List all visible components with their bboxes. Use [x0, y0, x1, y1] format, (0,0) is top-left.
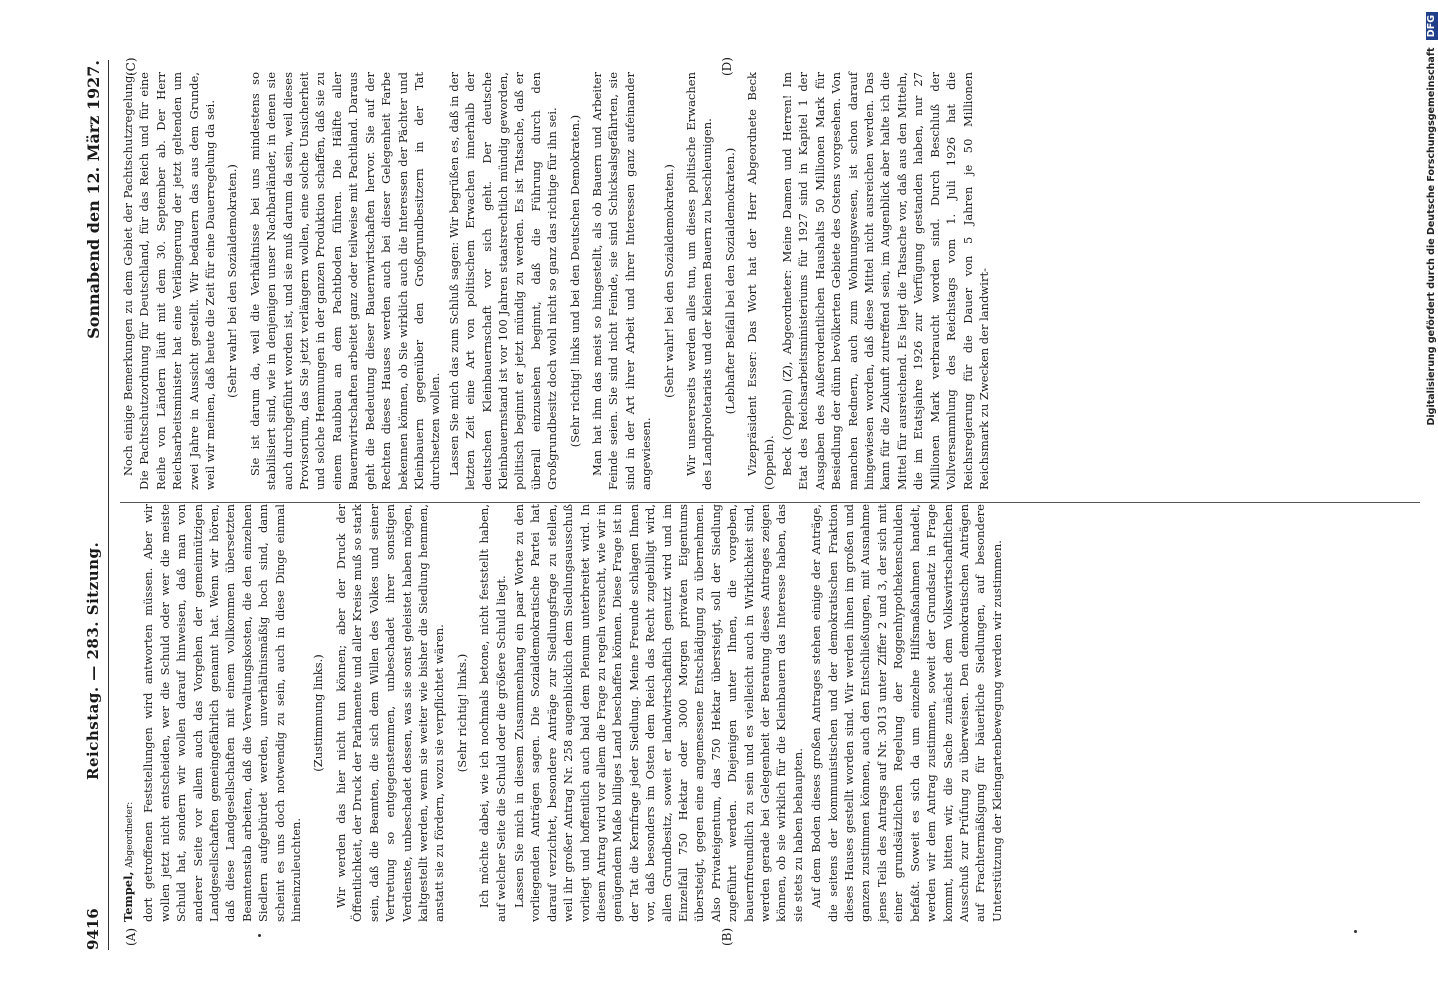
speaker-name: Tempel,	[121, 871, 135, 922]
paragraph: Beck (Oppeln) (Z), Abgeordneter: Meine Damen und Herren! Im Etat des Reichsarbeitsministeriums für 1927 sind in Kapitel 1 der Ausgaben des Außerordentlichen Haushalts 50 Millionen Mark für Besiedlung der dünn bevölkerten Gebiete des Ostens vorgesehen. Von manchen Rednern, auch zum Wohnungswesen, ist schon darauf hingewiesen worden, daß diese Mittel nicht ausreichen werden. Das kann für die Zukunft zutreffend sein, im Augenblick aber halte ich die Mittel für ausreichend. Es liegt die Tatsache vor, daß aus den Mitteln, die im Etatsjahre 1926 zur Verfügung gestanden haben, nur 27 Millionen Mark verbraucht worden sind. Durch Beschluß der Vollversammlung des Reichstags vom 1. Juli 1926 hat die Reichsregierung für die Dauer von 5 Jahren je 50 Millionen Reichsmark zu Zwecken der landwirt-	[780, 72, 991, 490]
interjection: (Zustimmung links.)	[311, 654, 326, 772]
speaker-role: Abgeordneter:	[125, 801, 135, 868]
margin-mark-c: (C)	[124, 57, 138, 76]
interjection: (Sehr richtig! links.)	[454, 653, 469, 773]
paragraph: dort getroffenen Feststellungen wird antworten müssen. Aber wir wollen jetzt nicht entscheiden, wer die Schuld oder wer die meiste Schuld hat, sondern wir wollen darauf hinweisen, daß man von anderer Seite vor allem auch das Vorgehen der gemeinnützigen Landgesellschaften gemeingefährlich genannt hat. Wenn wir hören, daß diese Landgesellschaften mit einem vollkommen übersetzten Beamtenstab arbeiten, daß die Verwaltungskosten, die den einzelnen Siedlern aufgebürdet werden, unverhältnismäßig hoch sind, dann scheint es uns doch notwendig zu sein, auch in diese Dinge einmal hineinzuleuchten.	[141, 504, 304, 922]
digitization-text: Digitalisierung gefördert durch die Deutsche Forschungsgemeinschaft	[1426, 47, 1437, 426]
page-number: 9416	[84, 908, 102, 950]
paragraph: Auf dem Boden dieses großen Antrages stehen einige der Anträge, die seitens der kommunistischen und der demokratischen Fraktion dieses Hauses gestellt worden sind. Wir werden ihnen im großen und ganzen zustimmen können, auch den Entschließungen, mit Ausnahme jenes Teils des Antrags auf Nr. 3013 unter Ziffer 2 und 3, der sich mit einer grundsätzlichen Regelung der Roggenhypothekenschulden befaßt. Soweit es sich da um einzelne Hilfsmaßnahmen handelt, werden wir dem Antrag zustimmen, soweit der Grundsatz in Frage kommt, bitten wir, die Sache zunächst dem Volkswirtschaftlichen Ausschuß zur Prüfung zu überweisen. Den demokratischen Anträgen auf Frachtermäßigung für bäuerliche Siedlungen, auf besondere Unterstützung der Kleingartenbewegung werden wir zustimmen.	[809, 504, 1004, 922]
margin-mark-d: (D)	[720, 57, 734, 76]
column-divider	[120, 502, 1420, 503]
page-header	[80, 60, 110, 950]
paragraph: Wir werden das hier nicht tun können; aber der Druck der Öffentlichkeit, der Druck der Parlamente und aller Kreise muß so stark sein, daß die Beamten, die sich dem Willen des Volkes und seiner Vertretung so entgegenstemmen, unbeschadet ihrer sonstigen Verdienste, unbeschadet dessen, was sie sonst geleistet haben mögen, kaltgestellt werden, wenn sie weiter wie bisher die Siedlung hemmen, anstatt sie zu fördern, wozu sie verpflichtet wären.	[333, 504, 447, 922]
interjection: (Sehr richtig! links und bei den Deutschen Demokraten.)	[567, 114, 582, 448]
scan-speck	[258, 934, 261, 937]
interjection: (Sehr wahr! bei den Sozialdemokraten.)	[225, 164, 240, 398]
digitization-note	[1426, 12, 1438, 980]
rotated-page	[80, 57, 1420, 950]
dfg-logo: DFG	[1426, 12, 1438, 40]
speaker-line	[120, 504, 138, 922]
paragraph: Noch einige Bemerkungen zu dem Gebiet der Pachtschutzregelung. Die Pachtschutzordnung für Deutschland, für das Reich und für eine Reihe von Ländern läuft mit dem 30. September ab. Der Herr Reichsarbeitsminister hat eine Verlängerung der jetzt geltenden um zwei Jahre in Aussicht gestellt. Wir bedauern das aus dem Grunde, weil wir meinen, daß heute die Zeit für eine Dauerregelung da sei.	[121, 72, 218, 490]
header-rule	[108, 60, 109, 950]
paragraph: Sie ist darum da, weil die Verhältnisse bei uns mindestens so stabilisiert sind, wie in denjenigen unser Nachbarländer, in denen sie auch durchgeführt worden ist, und sie muß darum da sein, weil dieses Provisorium, das Sie jetzt verlängern wollen, eine solche Unsicherheit und solche Hemmungen in der ganzen Produktion schaffen, daß sie zu einem Raubbau an dem Pachtboden führen. Die Hälfte aller Bauernwirtschaften arbeitet ganz oder teilweise mit Pachtland. Daraus geht die Bedeutung dieser Bauernwirtschaften hervor. Sie auf der Rechten dieses Hauses werden auch bei dieser Gelegenheit Farbe bekennen können, ob Sie wirklich auch die Interessen der Pächter und Kleinbauern gegenüber den Großgrundbesitzern in der Tat durchsetzen wollen.	[247, 72, 443, 490]
paragraph: Man hat ihm das meist so hingestellt, als ob Bauern und Arbeiter Feinde seien. Sie sind nicht Feinde, sie sind Schicksalsgefährten, sie sind in der Art ihrer Arbeit und ihrer Interessen ganz aufeinander angewiesen.	[589, 72, 654, 490]
paragraph: Lassen Sie mich das zum Schluß sagen: Wir begrüßen es, daß in der letzten Zeit eine Art von politischem Erwachen innerhalb der deutschen Kleinbauernschaft vor sich geht. Der deutsche Kleinbauernstand ist vor 100 Jahren staatsrechtlich mündig geworden, politisch beginnt er jetzt mündig zu werden. Es ist Tatsache, daß er überall einzusehen beginnt, daß die Führung durch den Großgrundbesitz doch wohl nicht so ganz das richtige für ihn sei.	[446, 72, 560, 490]
paragraph: Vizepräsident Esser: Das Wort hat der Herr Abgeordnete Beck (Oppeln).	[745, 72, 776, 490]
interjection: (Sehr wahr! bei den Sozialdemokraten.)	[661, 164, 676, 398]
left-column	[120, 504, 1007, 922]
right-column	[120, 72, 994, 490]
interjection: (Lebhafter Beifall bei den Sozialdemokraten.)	[722, 147, 737, 415]
session-title: Reichstag. — 283. Sitzung.	[84, 541, 102, 780]
margin-mark-a: (A)	[124, 927, 138, 946]
scan-speck	[1354, 930, 1357, 933]
paragraph: Wir unsererseits werden alles tun, um dieses politische Erwachen des Landproletariats und der kleinen Bauern zu beschleunigen.	[684, 72, 715, 490]
session-date: Sonnabend den 12. März 1927.	[84, 60, 103, 339]
paragraph: Ich möchte dabei, wie ich nochmals betone, nicht feststellt haben, auf welcher Seite die Schuld oder die größere Schuld liegt.	[477, 504, 508, 922]
paragraph: Lassen Sie mich in diesem Zusammenhang ein paar Worte zu den vorliegenden Anträgen sagen. Die Sozialdemokratische Partei hat darauf verzichtet, besondere Anträge zur Siedlungsfrage zu stellen, weil ihr großer Antrag Nr. 258 augenblicklich dem Siedlungsausschuß vorliegt und hoffentlich auch bald dem Plenum unterbreitet wird. In diesem Antrag wird vor allem die Frage zu regeln versucht, wie wir in genügendem Maße billiges Land beschaffen können. Diese Frage ist in der Tat die Kernfrage jeder Siedlung. Meine Freunde schlagen Ihnen vor, daß besonders im Osten dem Reich das Recht zugebilligt wird, allen Grundbesitz, soweit er landwirtschaftlich genutzt wird und im Einzelfall 750 Hektar oder 3000 Morgen privaten Eigentums übersteigt, gegen eine angemessene Entschädigung zu übernehmen. Also Privateigentum, das 750 Hektar übersteigt, soll der Siedlung zugeführt werden. Diejenigen unter Ihnen, die vorgeben, bauernfreundlich zu sein und es vielleicht auch in Wirklichkeit sind, werden gerade bei Gelegenheit der Beratung dieses Antrages zeigen können, ob sie wirklich für die Kleinbauern das Interesse haben, das sie stets zu haben behaupten.	[511, 504, 805, 922]
margin-mark-b: (B)	[720, 927, 734, 946]
